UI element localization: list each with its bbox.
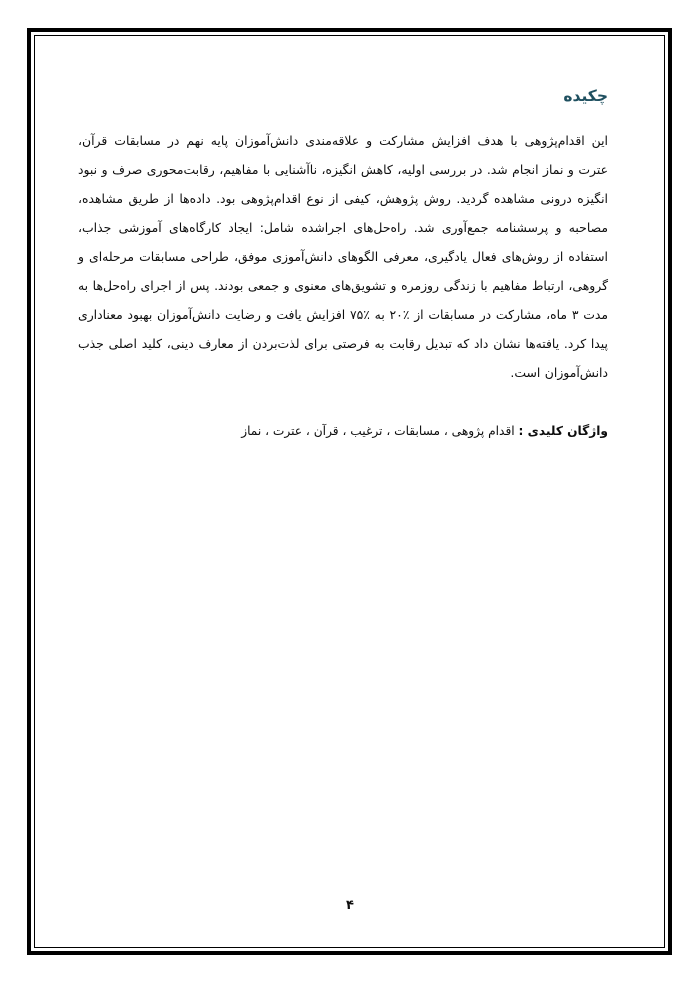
keywords-label: واژگان کلیدی : (518, 423, 608, 438)
abstract-body-text: این اقدام‌پژوهی با هدف افزایش مشارکت و علاقه‌مندی دانش‌آموزان پایه نهم در مسابقات قرآن، عترت و نماز انجام شد. در بررسی اولیه، کاهش انگیزه، ناآشنایی با مفاهیم، رقابت‌محوری صرف و نبود انگیزه درونی مشاهده گردید. روش پژوهش، کیفی از نوع اقدام‌پژوهی بود. داده‌ها از طریق مشاهده، مصاحبه و پرسشنامه جمع‌آوری شد. راه‌حل‌های اجراشده شامل: ایجاد کارگاه‌های آموزشی جذاب، استفاده از روش‌های فعال یادگیری، معرفی الگوهای دانش‌آموزی موفق، طراحی مسابقات مرحله‌ای و گروهی، ارتباط مفاهیم با زندگی روزمره و تشویق‌های معنوی و جمعی بودند. پس از اجرای راه‌حل‌ها به مدت ۳ ماه، مشارکت در مسابقات از ٪۲۰ به ٪۷۵ افزایش یافت و رضایت دانش‌آموزان بهبود معناداری پیدا کرد. یافته‌ها نشان داد که تبدیل رقابت به فرصتی برای لذت‌بردن از معارف دینی، کلید اصلی جذب دانش‌آموزان است. (78, 132, 609, 380)
page-number: ۴ (346, 898, 354, 913)
keywords-value: اقدام پژوهی ، مسابقات ، ترغیب ، قرآن ، عترت ، نماز (241, 423, 519, 438)
keywords-line (78, 417, 608, 446)
page-content (78, 86, 608, 446)
abstract-heading: چکیده (563, 87, 608, 105)
